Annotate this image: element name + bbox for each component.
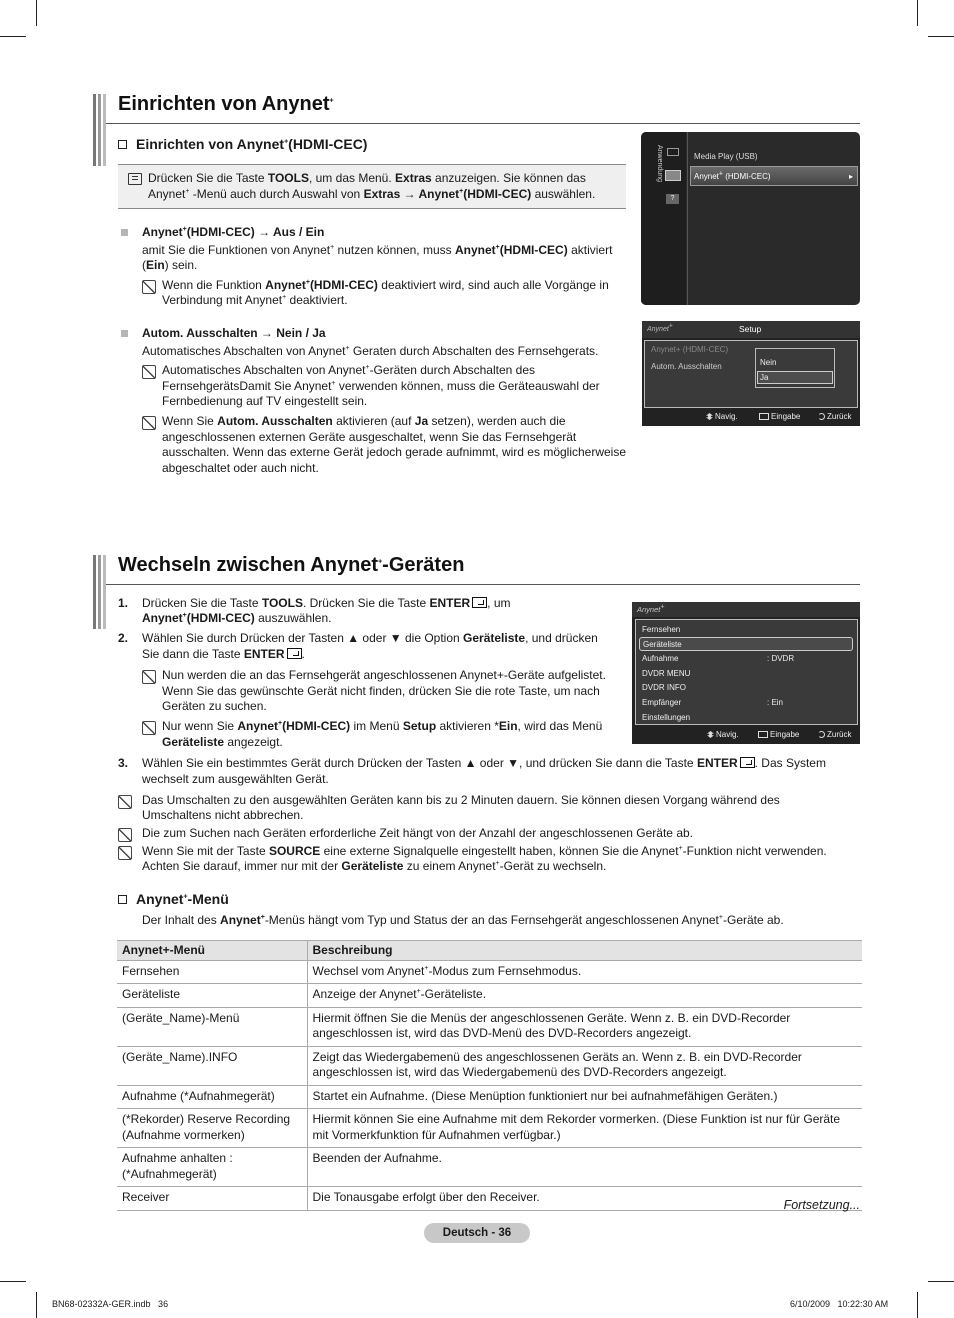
checkbox-square-icon xyxy=(118,895,127,904)
item-text: Automatisches Abschalten von Anynet+ Geraten durch Abschalten des Fernsehgerats. xyxy=(142,344,599,358)
enter-hint: Eingabe xyxy=(759,412,800,422)
note-icon xyxy=(142,670,156,684)
file-label: BN68-02332A-GER.indb 36 xyxy=(52,1299,169,1309)
note-text: Verbindung mit Anynet+ deaktiviert. xyxy=(162,293,348,307)
column-header: Anynet+-Menü xyxy=(117,941,307,961)
subsection-heading: Einrichten von Anynet+(HDMI-CEC) xyxy=(118,136,367,153)
tip-line: Anynet+ -Menü auch durch Auswahl von Extras → Anynet+(HDMI-CEC) auswählen. xyxy=(148,187,596,201)
note-text: Nun werden die an das Fernsehgerät angeschlossenen Anynet+-Geräte aufgelistet. xyxy=(162,668,606,682)
table-row xyxy=(117,1085,862,1109)
note-text: ausschalten. Wenn das externe Gerät jedoch gerade aufnimmt, wird es möglicherweise xyxy=(162,445,627,459)
table-cell: Zeigt das Wiedergabemenü des angeschlossenen Geräts an. Wenn z. B. ein DVD-Recorder angeschlossen ist, wird das Wiedergabemenü des DVD-Recorders angezeigt. xyxy=(307,1046,862,1085)
table-row xyxy=(117,1148,862,1187)
anynet-logo: Anynet+ xyxy=(637,603,665,614)
menu-item[interactable]: DVDR INFO xyxy=(642,683,686,692)
tool-tip-box xyxy=(118,164,626,209)
note-text: Fernbedienung auf TV eingestellt sein. xyxy=(162,394,368,408)
section-rule xyxy=(106,584,860,585)
crop-mark xyxy=(36,1292,37,1318)
menu-item[interactable]: Fernsehen xyxy=(642,625,681,634)
side-label: Anwendung xyxy=(656,145,663,182)
table-row xyxy=(117,1046,862,1085)
step-number: 3. xyxy=(118,756,129,770)
note-icon xyxy=(142,280,156,294)
checkbox-square-icon xyxy=(118,140,127,149)
subsection-heading: Anynet+-Menü xyxy=(118,891,229,908)
item-heading: Autom. Ausschalten → Nein / Ja xyxy=(142,326,326,340)
note-text: Das Umschalten zu den ausgewählten Geräten kann bis zu 2 Minuten dauern. Sie können diesen Vorgang während des xyxy=(142,793,780,807)
table-row xyxy=(117,1109,862,1148)
option-item[interactable]: Nein xyxy=(760,358,777,367)
back-hint: Zurück xyxy=(818,412,851,422)
table-cell: Die Tonausgabe erfolgt über den Receiver. xyxy=(307,1187,862,1211)
table-cell: Hiermit öffnen Sie die Menüs der angeschlossenen Geräte. Wenn z. B. ein DVD-Recorder angeschlossen ist, wird das DVD-Menü des DVD-Recorders angezeigt. xyxy=(307,1007,862,1046)
step-number: 1. xyxy=(118,596,129,610)
table-cell: Startet ein Aufnahme. (Diese Menüption funktioniert nur bei aufnahmefähigen Geräten.) xyxy=(307,1085,862,1109)
note-text: FernsehgerätsDamit Sie Anynet+ verwenden können, muss die Geräteauswahl der xyxy=(162,379,600,393)
note-text: Wenn Sie Autom. Ausschalten aktivieren (auf Ja setzen), werden auch die xyxy=(162,414,566,428)
enter-hint: Eingabe xyxy=(758,730,799,740)
anynet-logo: Anynet+ xyxy=(647,322,673,333)
note-icon xyxy=(142,416,156,430)
note-text: Wenn Sie mit der Taste SOURCE eine externe Signalquelle eingestellt haben, können Sie die Anynet+-Funktion nicht verwenden. xyxy=(142,844,827,858)
navigate-icon xyxy=(706,413,713,420)
note-icon xyxy=(118,828,132,842)
continued-label: Fortsetzung... xyxy=(783,1198,860,1212)
column-header: Beschreibung xyxy=(307,941,862,961)
table-cell: (Geräte_Name)-Menü xyxy=(117,1007,307,1046)
return-icon xyxy=(818,413,825,420)
enter-key-icon xyxy=(472,597,487,608)
table-cell: Aufnahme (*Aufnahmegerät) xyxy=(117,1085,307,1109)
menu-item[interactable]: Aufnahme xyxy=(642,654,679,663)
menu-item-selected[interactable]: Geräteliste xyxy=(639,637,853,651)
note-icon xyxy=(118,846,132,860)
note-text: Automatisches Abschalten von Anynet+-Geräten durch Abschalten des xyxy=(162,363,535,377)
crop-mark xyxy=(928,36,954,37)
nav-hint: Navig. xyxy=(706,412,738,422)
back-hint: Zurück xyxy=(818,730,851,740)
step-text: Sie dann die Taste ENTER . xyxy=(142,647,305,661)
note-text: Wenn die Funktion Anynet+(HDMI-CEC) deaktiviert wird, sind auch alle Vorgänge in xyxy=(162,278,609,292)
table-row xyxy=(117,984,862,1008)
button-bar xyxy=(642,408,860,426)
option-item-selected[interactable]: Ja xyxy=(757,371,833,384)
section-rule xyxy=(106,123,860,124)
setup-row[interactable]: Anynet+ (HDMI-CEC) xyxy=(651,345,729,354)
note-text: Wenn Sie das gewünschte Gerät nicht finden, drücken Sie die rote Taste, um nach xyxy=(162,684,600,698)
menu-value: : Ein xyxy=(767,698,784,707)
item-heading: Anynet+(HDMI-CEC) → Aus / Ein xyxy=(142,225,325,239)
menu-item[interactable]: Empfänger xyxy=(642,698,682,707)
menu-value: : DVDR xyxy=(767,654,795,663)
note-icon xyxy=(118,795,132,809)
section-title: Einrichten von Anynet+ xyxy=(118,93,334,115)
return-icon xyxy=(818,731,825,738)
nav-hint: Navig. xyxy=(707,730,739,740)
table-cell: Receiver xyxy=(117,1187,307,1211)
enter-key-icon xyxy=(740,757,755,768)
note-text: angeschlossenen externen Geräte ausgeschaltet, wenn Sie das Fernsehgerät xyxy=(162,430,577,444)
note-icon xyxy=(142,365,156,379)
table-row xyxy=(117,1007,862,1046)
crop-mark xyxy=(928,1281,954,1282)
note-text: abgeschaltet oder auch nicht. xyxy=(162,461,319,475)
subsection-text: Der Inhalt des Anynet+-Menüs hängt vom Typ und Status der an das Fernsehgerät angeschlossenen Anynet+-Geräte ab. xyxy=(142,913,784,927)
print-date: 6/10/2009 10:22:30 AM xyxy=(790,1299,889,1309)
menu-item[interactable]: Einstellungen xyxy=(642,713,691,722)
enter-key-icon xyxy=(287,648,302,659)
item-text: amit Sie die Funktionen von Anynet+ nutzen können, muss Anynet+(HDMI-CEC) aktiviert xyxy=(142,243,613,257)
step-text: Wählen Sie ein bestimmtes Gerät durch Drücken der Tasten ▲ oder ▼, und drücken Sie dann die Taste ENTER . Das System xyxy=(142,756,826,770)
crop-mark xyxy=(917,0,918,26)
note-text: Nur wenn Sie Anynet+(HDMI-CEC) im Menü Setup aktivieren *Ein, wird das Menü xyxy=(162,719,603,733)
navigate-icon xyxy=(707,731,714,738)
table-cell: Fernsehen xyxy=(117,960,307,984)
menu-item-selected[interactable]: Anynet+ (HDMI-CEC) ▸ xyxy=(690,166,858,186)
step-text: Wählen Sie durch Drücken der Tasten ▲ oder ▼ die Option Geräteliste, und drücken xyxy=(142,631,598,645)
enter-icon xyxy=(758,731,768,738)
button-bar xyxy=(632,726,860,744)
setup-row[interactable]: Autom. Ausschalten xyxy=(651,362,722,371)
help-icon[interactable]: ? xyxy=(666,194,679,204)
crop-mark xyxy=(0,36,26,37)
step-text: Drücken Sie die Taste TOOLS. Drücken Sie die Taste ENTER , um xyxy=(142,596,511,610)
bullet-square xyxy=(121,330,128,337)
menu-tab-icon[interactable] xyxy=(667,148,679,156)
table-cell: Geräteliste xyxy=(117,984,307,1008)
note-text: Die zum Suchen nach Geräten erforderliche Zeit hängt von der Anzahl der angeschlossenen Geräte ab. xyxy=(142,826,693,840)
note-text: Umschaltens nicht abbrechen. xyxy=(142,808,304,822)
table-row xyxy=(117,1187,862,1211)
step-number: 2. xyxy=(118,631,129,645)
menu-item[interactable]: Media Play (USB) xyxy=(694,152,758,161)
item-text: (Ein) sein. xyxy=(142,258,198,272)
section-bar xyxy=(93,555,106,629)
note-text: Geräteliste angezeigt. xyxy=(162,735,283,749)
note-text: Achten Sie darauf, immer nur mit der Geräteliste zu einem Anynet+-Gerät zu wechseln. xyxy=(142,859,607,873)
crop-mark xyxy=(0,1281,26,1282)
table-cell: Aufnahme anhalten : (*Aufnahmegerät) xyxy=(117,1148,307,1187)
screen-title: Setup xyxy=(739,324,762,334)
step-text: Anynet+(HDMI-CEC) auszuwählen. xyxy=(142,611,332,625)
note-icon xyxy=(142,721,156,735)
table-cell: (Geräte_Name).INFO xyxy=(117,1046,307,1085)
setup-screen xyxy=(642,321,860,426)
menu-item[interactable]: DVDR MENU xyxy=(642,669,691,678)
note-text: Geräten zu suchen. xyxy=(162,699,267,713)
menu-tab-icon[interactable] xyxy=(665,170,681,181)
anynet-menu-table xyxy=(117,940,862,1211)
table-cell: Beenden der Aufnahme. xyxy=(307,1148,862,1187)
tools-icon xyxy=(128,173,142,185)
table-cell: (*Rekorder) Reserve Recording (Aufnahme vormerken) xyxy=(117,1109,307,1148)
table-cell: Anzeige der Anynet+-Geräteliste. xyxy=(307,984,862,1008)
table-row xyxy=(117,960,862,984)
crop-mark xyxy=(36,0,37,26)
enter-icon xyxy=(759,413,769,420)
bullet-square xyxy=(121,229,128,236)
section-bar xyxy=(93,94,106,166)
anynet-menu-screen xyxy=(632,602,860,744)
crop-mark xyxy=(917,1292,918,1318)
step-text: wechselt zum ausgewählten Gerät. xyxy=(142,772,329,786)
section-title: Wechseln zwischen Anynet+-Geräten xyxy=(118,554,465,576)
tv-menu-screen xyxy=(641,132,860,305)
page-number: Deutsch - 36 xyxy=(424,1223,530,1243)
tip-line: Drücken Sie die Taste TOOLS, um das Menü. Extras anzuzeigen. Sie können das xyxy=(148,171,586,185)
table-header xyxy=(117,941,862,961)
table-cell: Wechsel vom Anynet+-Modus zum Fernsehmodus. xyxy=(307,960,862,984)
table-cell: Hiermit können Sie eine Aufnahme mit dem Rekorder vormerken. (Diese Funktion ist nur für Geräte mit Vormerkfunktion für Aufnahmen verfügbar.) xyxy=(307,1109,862,1148)
